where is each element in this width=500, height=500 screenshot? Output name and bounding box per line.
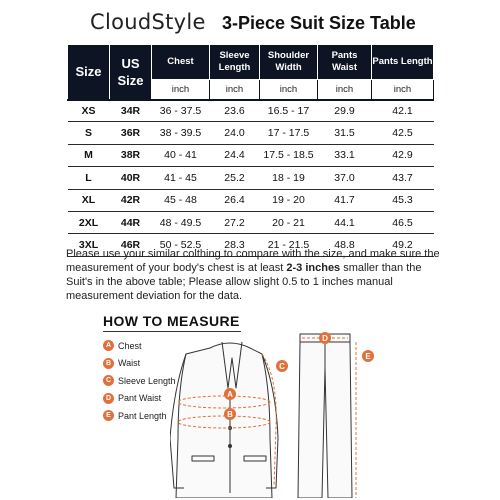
- badge-c: C: [103, 375, 114, 386]
- table-cell: 33.1: [318, 144, 372, 166]
- table-cell: 46.5: [372, 211, 434, 233]
- table-cell: 27.2: [210, 211, 260, 233]
- table-cell: L: [68, 167, 110, 189]
- table-cell: 42.1: [372, 100, 434, 122]
- table-cell: XS: [68, 100, 110, 122]
- note-emphasis: 2-3 inches: [286, 262, 341, 274]
- table-row: [68, 100, 434, 122]
- badge-a: A: [103, 340, 114, 351]
- table-cell: 21 - 21.5: [260, 234, 318, 256]
- size-table: [67, 44, 434, 257]
- table-cell: 48 - 49.5: [152, 211, 210, 233]
- table-cell: 29.9: [318, 100, 372, 122]
- brand-logo: CloudStyle: [90, 10, 206, 34]
- table-cell: 23.6: [210, 100, 260, 122]
- table-cell: 40R: [110, 167, 152, 189]
- table-cell: 49.2: [372, 234, 434, 256]
- table-cell: 41 - 45: [152, 167, 210, 189]
- note-text: Please use your similar colthing to compare with the size, and make sure the measurement of your body's chest is at least: [66, 248, 440, 274]
- legend-label: Waist: [118, 358, 141, 369]
- table-cell: 34R: [110, 100, 152, 122]
- measure-illustration: [170, 328, 400, 498]
- column-header-chest: Chest: [152, 45, 210, 80]
- table-cell: 50 - 52.5: [152, 234, 210, 256]
- page-title: 3-Piece Suit Size Table: [222, 13, 416, 33]
- table-cell: 26.4: [210, 189, 260, 211]
- column-header-pants-waist: Pants Waist: [318, 45, 372, 80]
- table-cell: S: [68, 122, 110, 144]
- table-cell: 24.0: [210, 122, 260, 144]
- table-cell: 20 - 21: [260, 211, 318, 233]
- unit-label: inch: [152, 79, 210, 99]
- table-cell: 17.5 - 18.5: [260, 144, 318, 166]
- how-to-measure-title: HOW TO MEASURE: [103, 313, 240, 329]
- table-cell: 40 - 41: [152, 144, 210, 166]
- table-row: [68, 189, 434, 211]
- table-cell: M: [68, 144, 110, 166]
- badge-d: D: [103, 393, 114, 404]
- column-header-pants-length: Pants Length: [372, 45, 434, 80]
- table-cell: 16.5 - 17: [260, 100, 318, 122]
- table-cell: 41.7: [318, 189, 372, 211]
- legend-label: Pant Waist: [118, 393, 162, 404]
- badge-b: B: [103, 358, 114, 369]
- svg-text:C: C: [279, 362, 285, 371]
- table-cell: 43.7: [372, 167, 434, 189]
- table-cell: 42.9: [372, 144, 434, 166]
- header: [0, 0, 500, 44]
- note-text: smaller than the Suit's in the above table; Please allow slight 0.5 to 1 inches manual measurement deviation for the data.: [66, 262, 422, 302]
- table-cell: 2XL: [68, 211, 110, 233]
- table-cell: 36 - 37.5: [152, 100, 210, 122]
- table-cell: 38R: [110, 144, 152, 166]
- table-cell: 42R: [110, 189, 152, 211]
- sizing-note: [66, 247, 440, 303]
- column-header-sleeve-length: Sleeve Length: [210, 45, 260, 80]
- header-row: [68, 45, 434, 80]
- table-row: [68, 167, 434, 189]
- unit-label: inch: [372, 79, 434, 99]
- svg-text:A: A: [227, 390, 233, 399]
- unit-label: inch: [318, 79, 372, 99]
- svg-text:D: D: [322, 334, 328, 343]
- table-cell: 37.0: [318, 167, 372, 189]
- table-cell: 42.5: [372, 122, 434, 144]
- table-cell: 18 - 19: [260, 167, 318, 189]
- table-cell: 48.8: [318, 234, 372, 256]
- table-cell: 31.5: [318, 122, 372, 144]
- badge-e: E: [103, 410, 114, 421]
- table-cell: XL: [68, 189, 110, 211]
- table-row: [68, 122, 434, 144]
- table-cell: 45.3: [372, 189, 434, 211]
- svg-text:E: E: [365, 352, 371, 361]
- table-cell: 3XL: [68, 234, 110, 256]
- table-cell: 19 - 20: [260, 189, 318, 211]
- legend-label: Chest: [118, 340, 142, 351]
- table-cell: 24.4: [210, 144, 260, 166]
- table-cell: 44R: [110, 211, 152, 233]
- table-cell: 44.1: [318, 211, 372, 233]
- unit-label: inch: [260, 79, 318, 99]
- table-row: [68, 144, 434, 166]
- jacket-drawing: [170, 342, 278, 498]
- table-cell: 36R: [110, 122, 152, 144]
- table-cell: 17 - 17.5: [260, 122, 318, 144]
- table-cell: 28.3: [210, 234, 260, 256]
- legend-label: Sleeve Length: [118, 375, 176, 386]
- column-header-size: Size: [68, 45, 110, 100]
- unit-label: inch: [210, 79, 260, 99]
- column-header-shoulder-width: Shoulder Width: [260, 45, 318, 80]
- column-header-us-size: US Size: [110, 45, 152, 100]
- pants-drawing: [298, 334, 352, 498]
- svg-text:B: B: [227, 410, 233, 419]
- table-cell: 38 - 39.5: [152, 122, 210, 144]
- table-row: [68, 211, 434, 233]
- table-cell: 25.2: [210, 167, 260, 189]
- legend-label: Pant Length: [118, 410, 167, 421]
- table-cell: 46R: [110, 234, 152, 256]
- table-cell: 45 - 48: [152, 189, 210, 211]
